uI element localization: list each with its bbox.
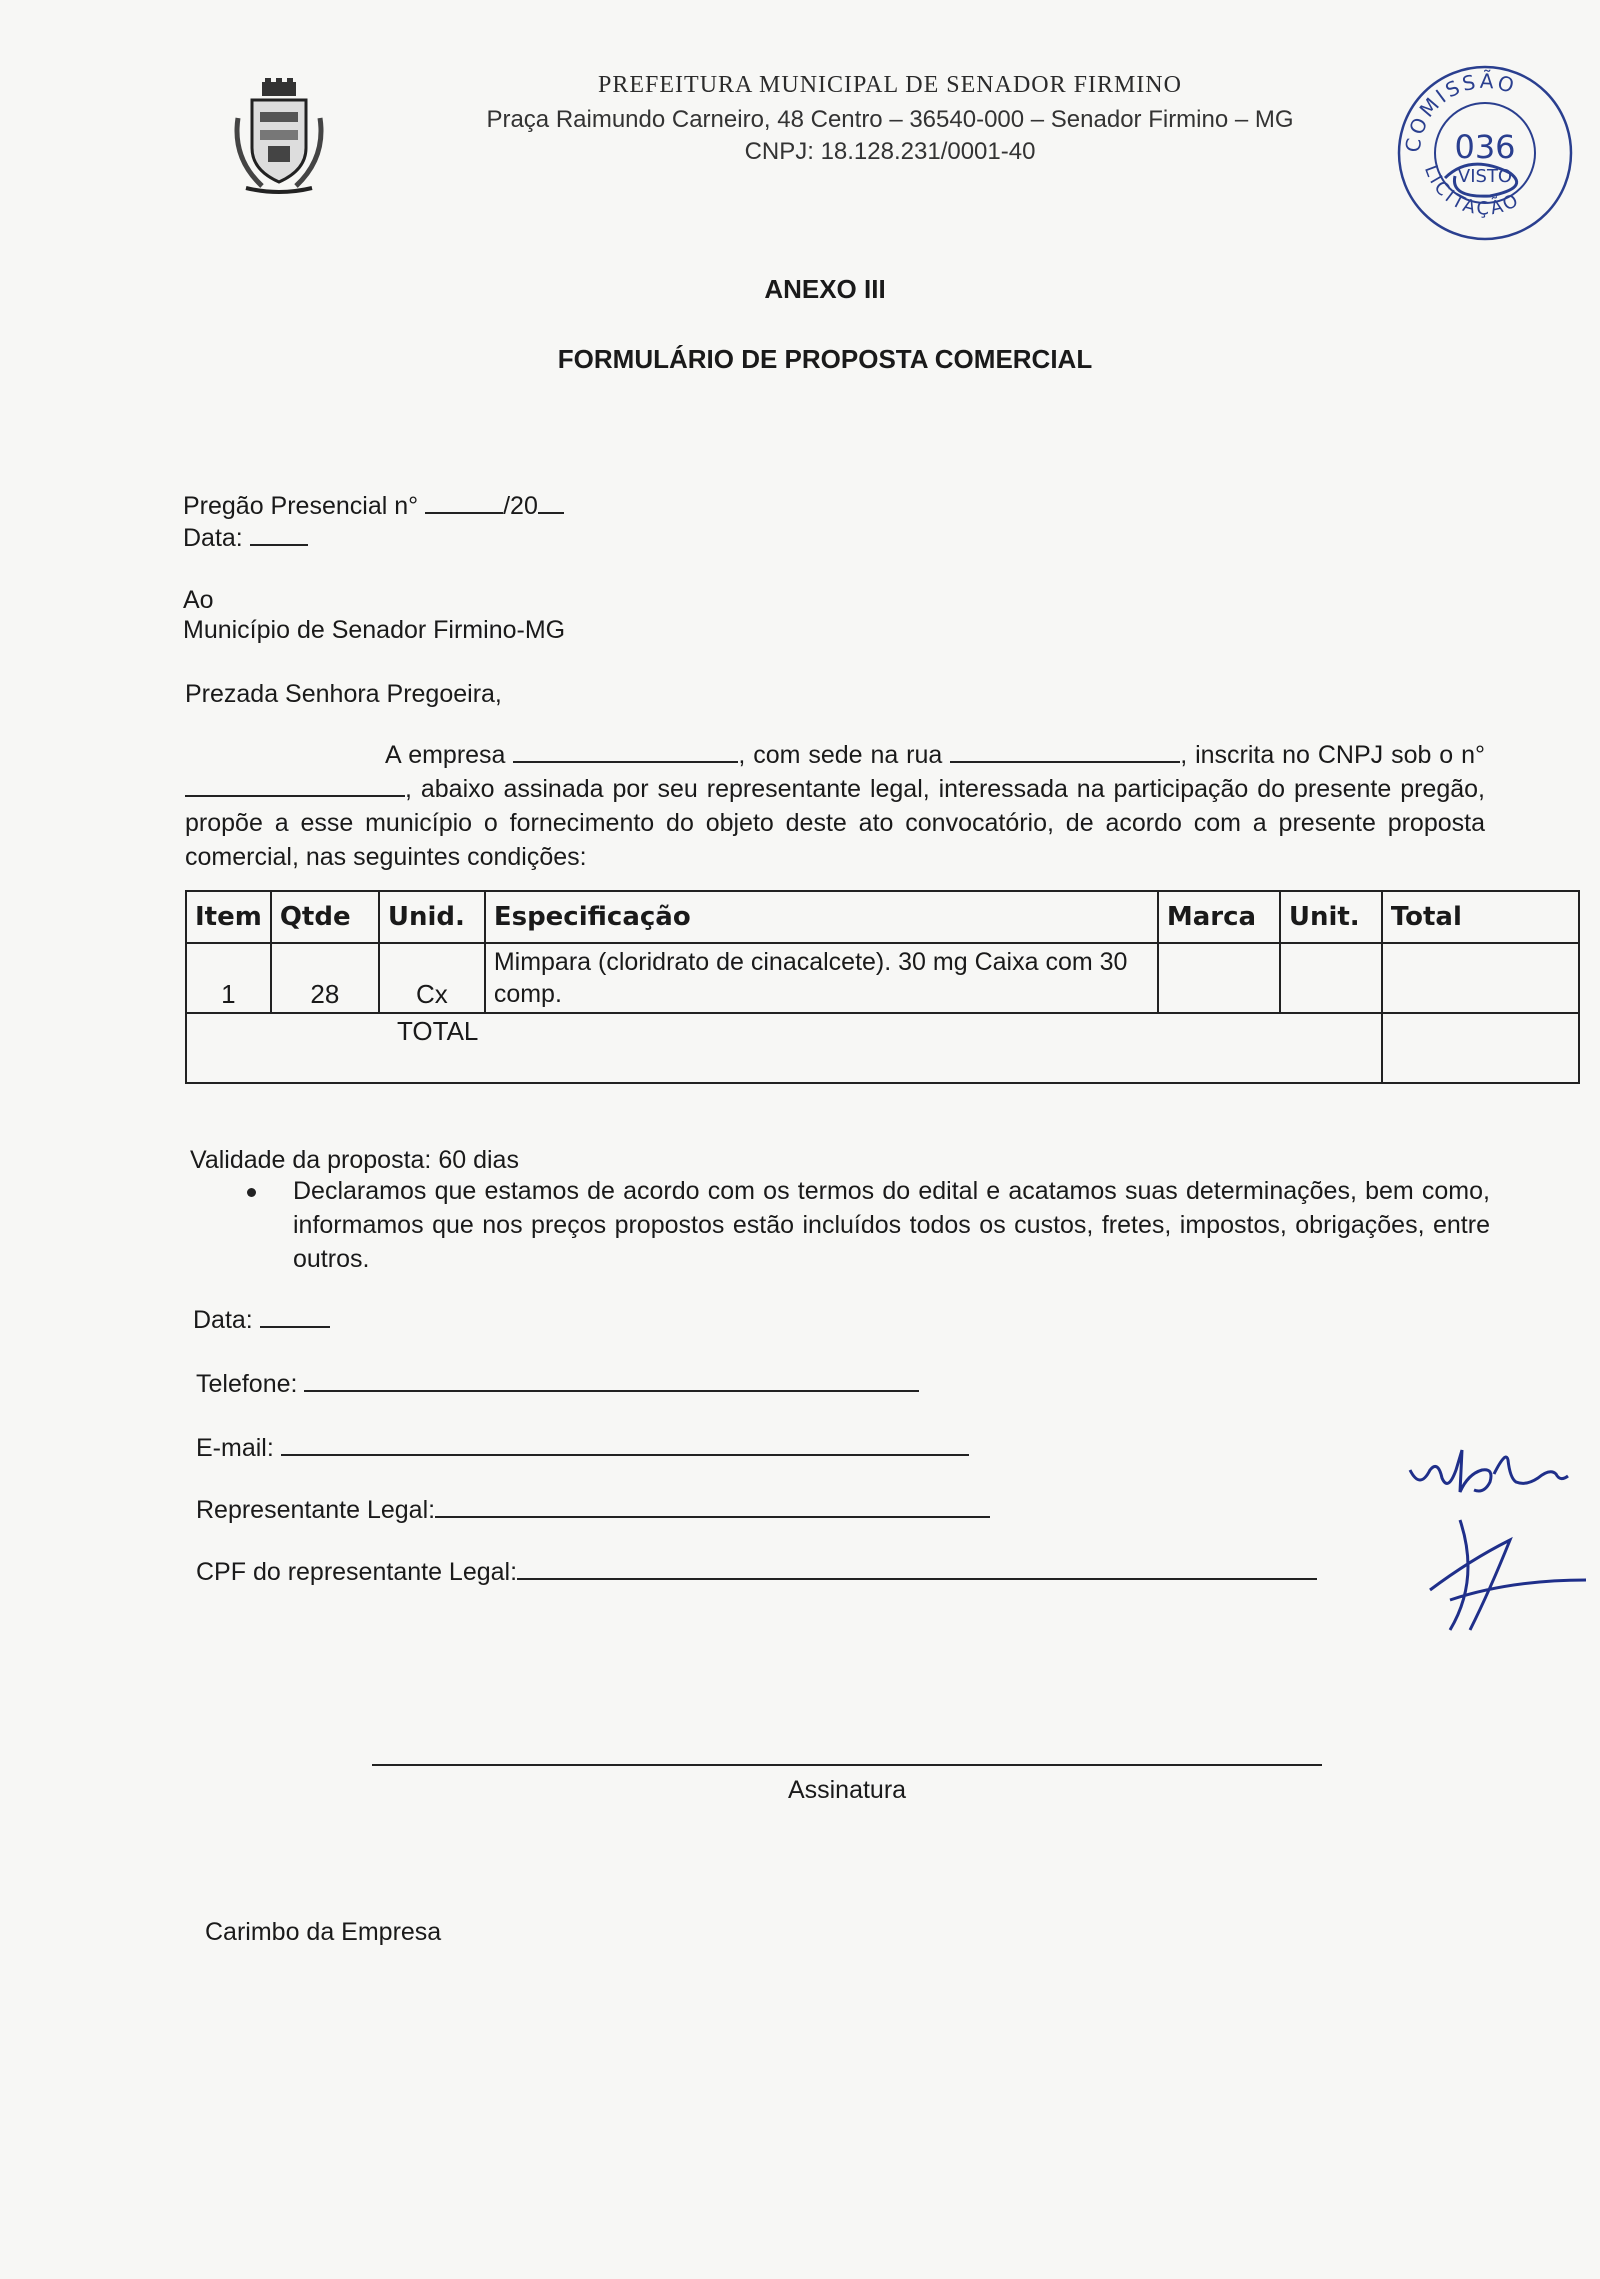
cpf-field [196, 1556, 1317, 1587]
grand-total-cell[interactable] [1382, 1013, 1579, 1083]
data-field-blank[interactable] [260, 1304, 330, 1328]
col-marca: Marca [1158, 891, 1280, 943]
col-qtde: Qtde [271, 891, 379, 943]
data-blank-top[interactable] [250, 522, 308, 546]
signature-line[interactable] [372, 1764, 1322, 1766]
data-field-label: Data: [193, 1306, 253, 1334]
intro-paragraph [185, 738, 1485, 874]
col-unit: Unit. [1280, 891, 1382, 943]
stamp-number: 036 [1454, 128, 1516, 166]
municipio-text: Município de Senador Firmino-MG [183, 616, 566, 644]
municipality-address: Praça Raimundo Carneiro, 48 Centro – 36540-000 – Senador Firmino – MG [486, 106, 1294, 133]
rua-blank[interactable] [950, 739, 1180, 763]
cell-total[interactable] [1382, 943, 1579, 1013]
email-blank[interactable] [281, 1432, 969, 1456]
email-label: E-mail: [196, 1434, 274, 1462]
cpf-blank[interactable] [517, 1556, 1317, 1580]
saudacao-text: Prezada Senhora Pregoeira, [185, 680, 502, 708]
cell-marca[interactable] [1158, 943, 1280, 1013]
table-row [186, 943, 1579, 1013]
cell-qtde: 28 [271, 943, 379, 1013]
cell-especificacao: Mimpara (cloridrato de cinacalcete). 30 mg Caixa com 30 comp. [485, 943, 1158, 1013]
representante-field [196, 1494, 990, 1525]
validade-text: Validade da proposta: 60 dias [190, 1146, 519, 1174]
cnpj-blank[interactable] [185, 773, 405, 797]
intro-sob-o: sob o n° [1391, 741, 1485, 769]
col-item: Item [186, 891, 271, 943]
data-field [193, 1304, 330, 1335]
cell-unid: Cx [379, 943, 485, 1013]
telefone-label: Telefone: [196, 1370, 298, 1398]
pregao-line [183, 490, 564, 522]
municipality-title: PREFEITURA MUNICIPAL DE SENADOR FIRMINO [598, 72, 1182, 98]
proposal-table [185, 890, 1580, 1084]
representante-blank[interactable] [435, 1494, 990, 1518]
cell-unit[interactable] [1280, 943, 1382, 1013]
table-total-row [186, 1013, 1579, 1083]
representante-label: Representante Legal: [196, 1496, 436, 1524]
intro-rest: , abaixo assinada por seu representante legal, interessada na participação do presente pregão, propõe a esse município o fornecimento do objeto deste ato convocatório, de acordo com a presente proposta comercial, nas seguintes condições: [185, 775, 1485, 871]
stamp-ring-top: COMISSÃO [1400, 68, 1520, 154]
commission-stamp-icon [1390, 58, 1580, 248]
data-label-top: Data: [183, 524, 243, 552]
stamp-ring-bottom: LICITAÇÃO [1419, 162, 1525, 220]
annex-heading: ANEXO III [764, 274, 886, 304]
total-label: TOTAL [186, 1013, 1382, 1083]
col-especificacao: Especificação [485, 891, 1158, 943]
assinatura-label: Assinatura [787, 1776, 907, 1804]
empresa-blank[interactable] [513, 739, 738, 763]
intro-a-empresa: A empresa [385, 741, 506, 769]
pregao-year-blank[interactable] [538, 490, 564, 514]
telefone-field [196, 1368, 919, 1399]
declaracao-bullet [235, 1174, 1490, 1276]
form-title: FORMULÁRIO DE PROPOSTA COMERCIAL [557, 344, 1093, 374]
municipal-crest-icon [232, 78, 326, 196]
data-line-top [183, 522, 308, 554]
bullet-dot [247, 1188, 256, 1197]
pregao-suffix: /20 [503, 492, 538, 520]
handwritten-signature-icon [1390, 1430, 1590, 1650]
cpf-label: CPF do representante Legal: [196, 1558, 518, 1586]
telefone-blank[interactable] [304, 1368, 919, 1392]
intro-com-sede: , com sede na rua [738, 741, 943, 769]
pregao-label: Pregão Presencial n° [183, 492, 419, 520]
intro-inscrita: , inscrita no CNPJ [1180, 741, 1384, 769]
declaracao-text: Declaramos que estamos de acordo com os termos do edital e acatamos suas determinações, bem como, informamos que nos preços propostos estão incluídos todos os custos, fretes, impostos, obrigações, entre outros. [293, 1177, 1490, 1273]
ao-text: Ao [183, 586, 214, 614]
stamp-word: VISTO [1457, 166, 1513, 187]
cell-item: 1 [186, 943, 271, 1013]
carimbo-label: Carimbo da Empresa [205, 1918, 442, 1946]
col-unid: Unid. [379, 891, 485, 943]
table-header-row [186, 891, 1579, 943]
pregao-number-blank[interactable] [425, 490, 503, 514]
col-total: Total [1382, 891, 1579, 943]
email-field [196, 1432, 969, 1463]
municipality-cnpj: CNPJ: 18.128.231/0001-40 [744, 138, 1036, 165]
